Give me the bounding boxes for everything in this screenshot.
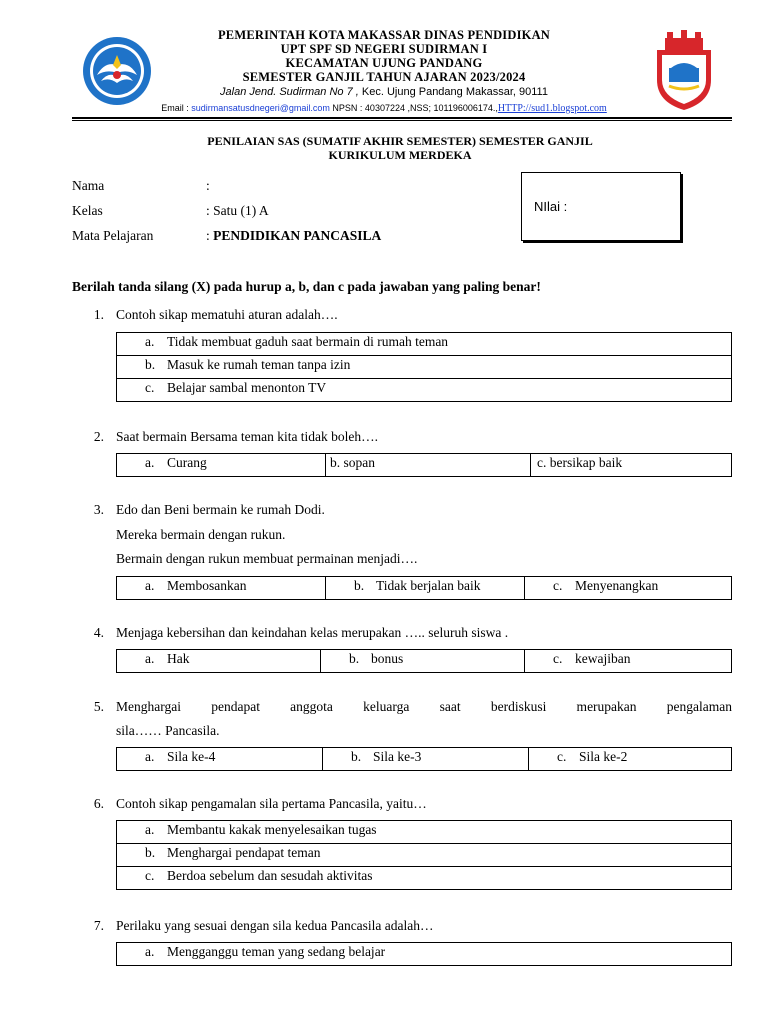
header-semester: SEMESTER GANJIL TAHUN AJARAN 2023/2024	[242, 70, 526, 84]
option-5a[interactable]: a. Sila ke-4	[117, 748, 323, 771]
option-4b[interactable]: b. bonus	[321, 650, 525, 673]
option-2a[interactable]: a. Curang	[117, 454, 326, 477]
header-address: Jalan Jend. Sudirman No 7 , Kec. Ujung Pandang Makassar, 90111	[220, 86, 548, 98]
option-3c[interactable]: c. Menyenangkan	[525, 577, 732, 600]
question-6-options	[116, 820, 732, 890]
email-link[interactable]: sudirmansatusdnegeri@gmail.com	[191, 103, 330, 113]
mapel-value: : PENDIDIKAN PANCASILA	[206, 228, 382, 243]
header-rule-thin	[72, 120, 732, 121]
option-7a[interactable]: a. Mengganggu teman yang sedang belajar	[117, 943, 732, 966]
nilai-label: NIlai :	[534, 199, 568, 214]
nama-label: Nama	[72, 178, 105, 193]
option-5b[interactable]: b. Sila ke-3	[323, 748, 529, 771]
option-6c[interactable]: c. Berdoa sebelum dan sesudah aktivitas	[117, 867, 732, 890]
option-6b[interactable]: b. Menghargai pendapat teman	[117, 844, 732, 867]
option-5c[interactable]: c. Sila ke-2	[529, 748, 732, 771]
option-1a[interactable]: a. Tidak membuat gaduh saat bermain di rumah teman	[117, 333, 732, 356]
option-1b[interactable]: b. Masuk ke rumah teman tanpa izin	[117, 356, 732, 379]
question-2-options	[116, 453, 732, 477]
header-government: PEMERINTAH KOTA MAKASSAR DINAS PENDIDIKAN	[217, 28, 551, 42]
kelas-value: : Satu (1) A	[206, 203, 269, 218]
option-3a[interactable]: a. Membosankan	[117, 577, 326, 600]
header-district: KECAMATAN UJUNG PANDANG	[285, 56, 483, 70]
option-1c[interactable]: c. Belajar sambal menonton TV	[117, 379, 732, 402]
question-5: Menghargai pendapat anggota keluarga saat berdiskusi merupakan pengalaman	[116, 699, 732, 714]
header-rule	[72, 117, 732, 119]
instruction: Berilah tanda silang (X) pada hurup a, b, dan c pada jawaban yang paling benar!	[72, 279, 541, 294]
blog-link[interactable]: HTTP://sud1.blogspot.com	[497, 103, 607, 114]
kelas-label: Kelas	[72, 203, 103, 218]
question-1-options	[116, 332, 732, 402]
header-school: UPT SPF SD NEGERI SUDIRMAN I	[280, 42, 488, 56]
option-6a[interactable]: a. Membantu kakak menyelesaikan tugas	[117, 821, 732, 844]
option-2c[interactable]: c. bersikap baik	[531, 454, 732, 477]
header-contact: Email : sudirmansatusdnegeri@gmail.com NPSN : 40307224 ,NSS; 101196006174.,HTTP://sud1.blogspot.com	[161, 103, 607, 114]
option-4c[interactable]: c. kewajiban	[525, 650, 732, 673]
nama-value: :	[206, 178, 210, 193]
mapel-label: Mata Pelajaran	[72, 228, 154, 243]
question-3-options	[116, 576, 732, 600]
option-4a[interactable]: a. Hak	[117, 650, 321, 673]
option-3b[interactable]: b. Tidak berjalan baik	[326, 577, 525, 600]
question-7-options	[116, 942, 732, 966]
question-3-line-2: Mereka bermain dengan rukun.	[116, 527, 286, 542]
question-5-line-2: sila…… Pancasila.	[116, 723, 220, 738]
exam-subtitle: KURIKULUM MERDEKA	[328, 148, 472, 162]
exam-title: PENILAIAN SAS (SUMATIF AKHIR SEMESTER) SEMESTER GANJIL	[207, 134, 593, 148]
option-2b[interactable]: b. sopan	[326, 454, 531, 477]
question-3-line-3: Bermain dengan rukun membuat permainan menjadi….	[116, 551, 418, 566]
question-5-options	[116, 747, 732, 771]
nilai-box	[521, 172, 681, 241]
question-4-options	[116, 649, 732, 673]
